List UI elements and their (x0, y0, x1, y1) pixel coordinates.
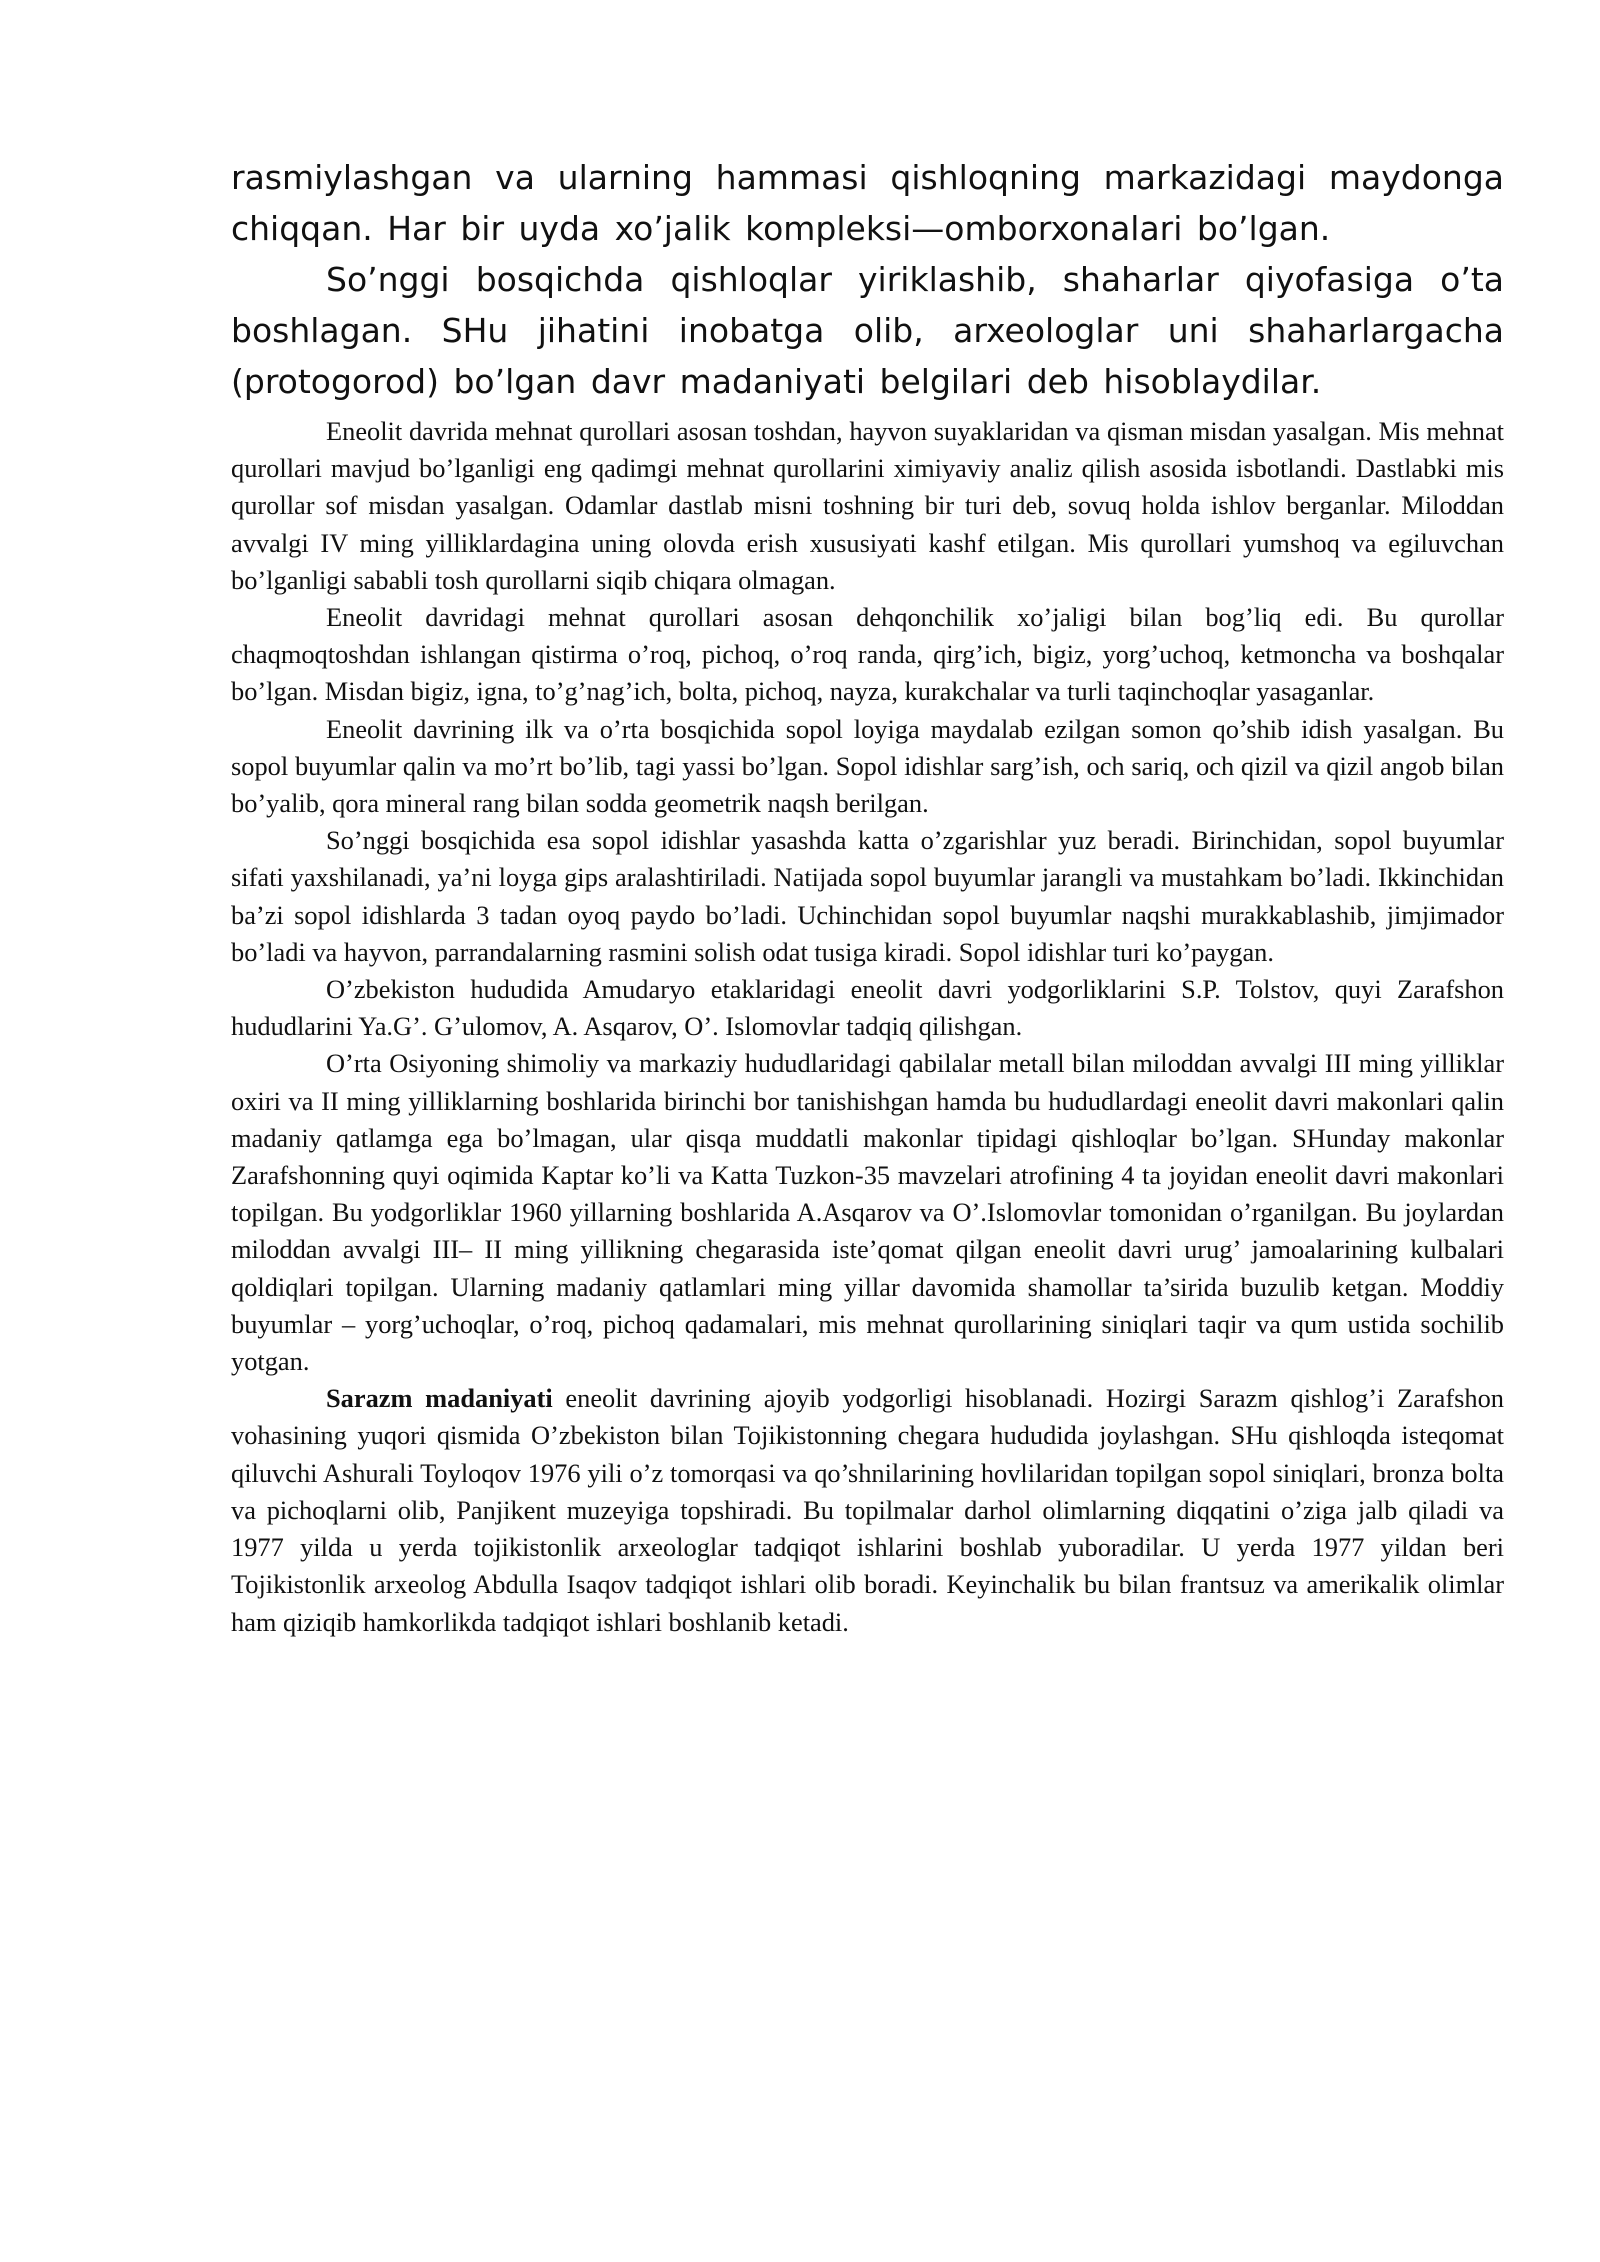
paragraph-central-asia-settlements: O’rta Osiyoning shimoliy va markaziy hududlaridagi qabilalar metall bilan miloddan avvalgi III ming yilliklar oxiri va II ming yilliklarning boshlarida birinchi bor tanishishgan hamda bu hududlardagi eneolit davri makonlari qalin madaniy qatlamga ega bo’lmagan, ular qisqa muddatli makonlar tipidagi qishloqlar bo’lgan. SHunday makonlar Zarafshonning quyi oqimida Kaptar ko’li va Katta Tuzkon-35 mavzelari atrofining 4 ta joyidan eneolit davri makonlari topilgan. Bu yodgorliklar 1960 yillarning boshlarida A.Asqarov va O’.Islomovlar tomonidan o’rganilgan. Bu joylardan miloddan avvalgi III– II ming yillikning chegarasida iste’qomat qilgan eneolit davri urug’ jamoalarining kulbalari qoldiqlari topilgan. Ularning madaniy qatlamlari ming yillar davomida shamollar ta’sirida buzulib ketgan. Moddiy buyumlar – yorg’uchoqlar, o’roq, pichoq qadamalari, mis mehnat qurollarining siniqlari taqir va qum ustida sochilib yotgan. (231, 1048, 1504, 1377)
paragraph-late-stage-villages: So’nggi bosqichda qishloqlar yiriklashib, shaharlar qiyofasiga o’ta boshlagan. SHu jihatini inobatga olib, arxeologlar uni shaharlargacha (protogorod) bo’lgan davr madaniyati belgilari deb hisoblaydilar. (231, 260, 1504, 401)
paragraph-early-pottery: Eneolit davrining ilk va o’rta bosqichida sopol loyiga maydalab ezilgan somon qo’shib idish yasalgan. Bu sopol buyumlar qalin va mo’rt bo’lib, tagi yassi bo’lgan. Sopol idishlar sarg’ish, och sariq, och qizil va qizil angob bilan bo’yalib, qora mineral rang bilan sodda geometrik naqsh berilgan. (231, 713, 1504, 819)
sarazm-heading-term: Sarazm madaniyati (326, 1383, 553, 1414)
page-content (231, 152, 1504, 1641)
paragraph-eneolithic-tools-copper: Eneolit davrida mehnat qurollari asosan toshdan, hayvon suyaklaridan va qisman misdan yasalgan. Mis mehnat qurollari mavjud bo’lganligi eng qadimgi mehnat qurollarini ximiyaviy analiz qilish asosida isbotlandi. Dastlabki mis qurollar sof misdan yasalgan. Odamlar dastlab misni toshning bir turi deb, sovuq holda ishlov berganlar. Miloddan avvalgi IV ming yilliklardagina uning olovda erish xususiyati kashf etilgan. Mis qurollari yumshoq va egiluvchan bo’lganligi sababli tosh qurollarni siqib chiqara olmagan. (231, 416, 1504, 595)
paragraph-uzbekistan-research: O’zbekiston hududida Amudaryo etaklaridagi eneolit davri yodgorliklarini S.P. Tolstov, quyi Zarafshon hududlarini Ya.G’. G’ulomov, A. Asqarov, O’. Islomovlar tadqiq qilishgan. (231, 974, 1504, 1042)
paragraph-eneolithic-farming-tools: Eneolit davridagi mehnat qurollari asosan dehqonchilik xo’jaligi bilan bog’liq edi. Bu qurollar chaqmoqtoshdan ishlangan qistirma o’roq, pichoq, o’roq randa, qirg’ich, bigiz, yorg’uchoq, ketmoncha va boshqalar bo’lgan. Misdan bigiz, igna, to’g’nag’ich, bolta, pichoq, nayza, kurakchalar va turli taqinchoqlar yasaganlar. (231, 602, 1504, 707)
paragraph-late-pottery-changes: So’nggi bosqichida esa sopol idishlar yasashda katta o’zgarishlar yuz beradi. Birinchidan, sopol buyumlar sifati yaxshilanadi, ya’ni loyga gips aralashtiriladi. Natijada sopol buyumlar jarangli va mustahkam bo’ladi. Ikkinchidan ba’zi sopol idishlarda 3 tadan oyoq paydo bo’ladi. Uchinchidan sopol buyumlar naqshi murakkablashib, jimjimador bo’ladi va hayvon, parrandalarning rasmini solish odat tusiga kiradi. Sopol idishlar turi ko’paygan. (231, 825, 1504, 967)
sarazm-body-text: eneolit davrining ajoyib yodgorligi hisoblanadi. Hozirgi Sarazm qishlog’i Zarafshon vohasining yuqori qismida O’zbekiston bilan Tojikistonning chegara hududida joylashgan. SHu qishloqda isteqomat qiluvchi Ashurali Toyloqov 1976 yili o’z tomorqasi va qo’shnilarining hovlilaridan topilgan sopol siniqlari, bronza bolta va pichoqlarni olib, Panjikent muzeyiga topshiradi. Bu topilmalar darhol olimlarning diqqatini o’ziga jalb qiladi va 1977 yilda u yerda tojikistonlik arxeologlar tadqiqot ishlarini boshlab yuboradilar. U yerda 1977 yildan beri Tojikistonlik arxeolog Abdulla Isaqov tadqiqot ishlari olib boradi. Keyinchalik bu bilan frantsuz va amerikalik olimlar ham qiziqib hamkorlikda tadqiqot ishlari boshlanib ketadi. (231, 1383, 1504, 1637)
paragraph-sarazm-culture (231, 1380, 1504, 1640)
paragraph-intro-continuation: rasmiylashgan va ularning hammasi qishloqning markazidagi maydonga chiqqan. Har bir uyda xo’jalik kompleksi—omborxonalari bo’lgan. (231, 158, 1504, 248)
